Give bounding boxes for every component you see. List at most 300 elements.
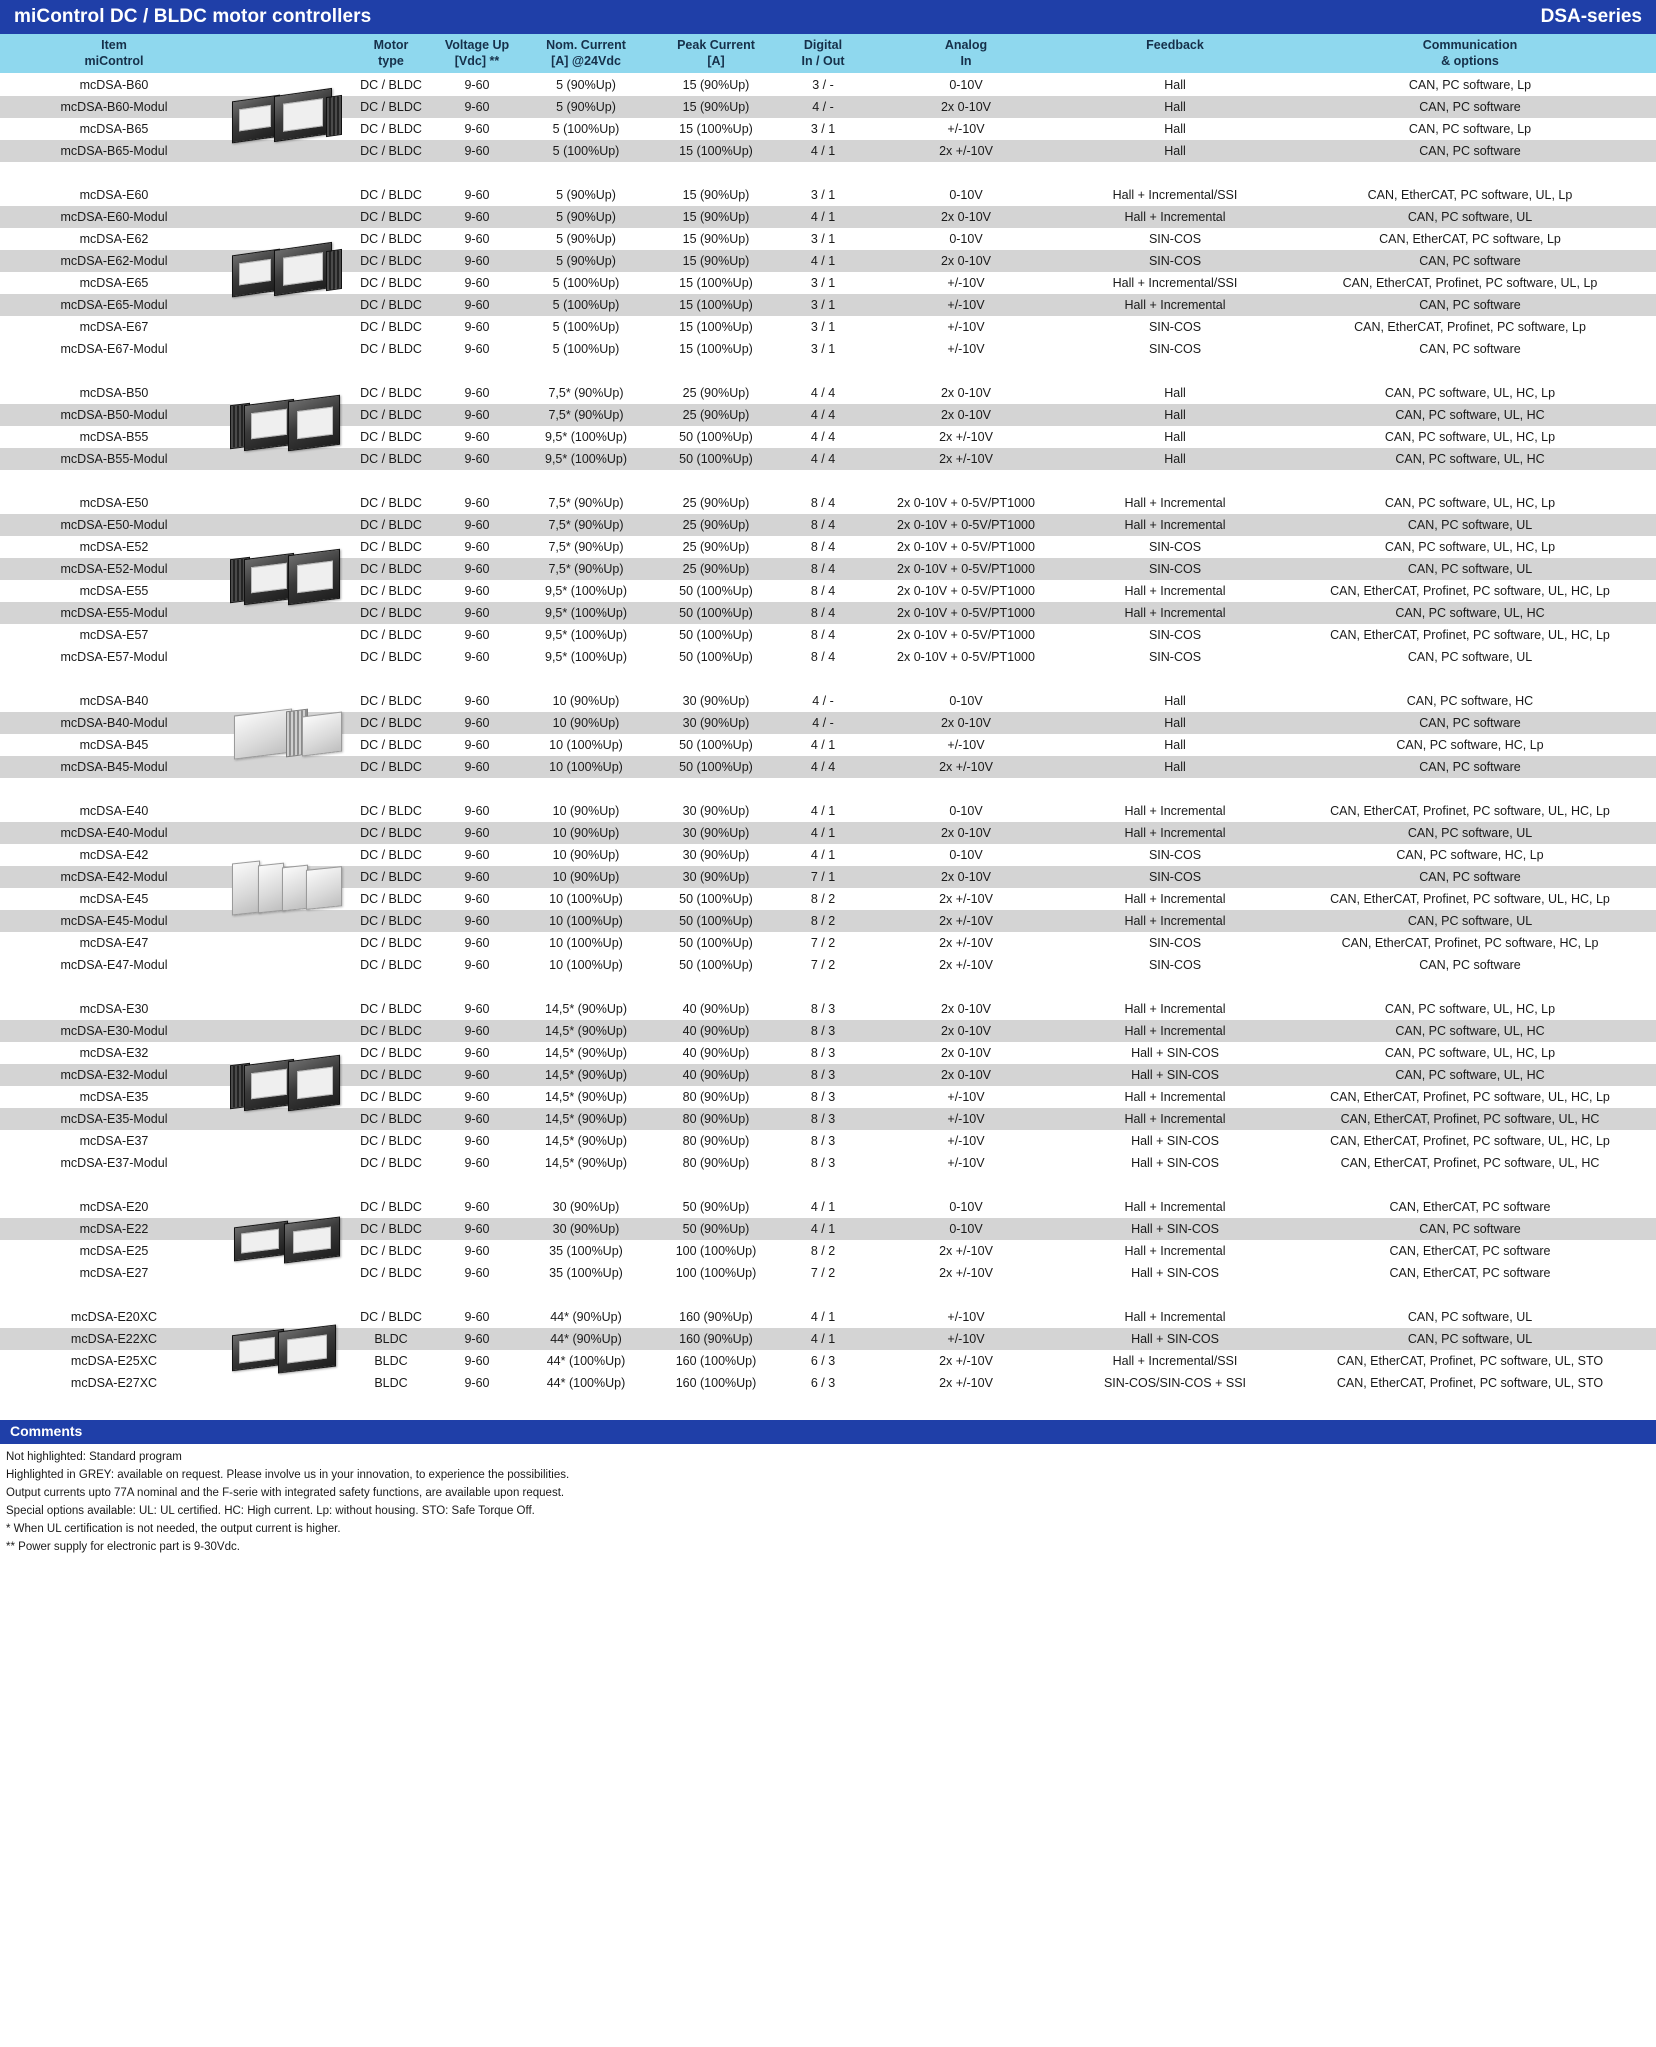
cell-product-image xyxy=(228,910,348,932)
table-row[interactable] xyxy=(0,338,1656,360)
cell-product-image xyxy=(228,1108,348,1130)
table-row[interactable] xyxy=(0,1152,1656,1174)
group-separator xyxy=(0,360,1656,382)
cell-communication: CAN, PC software, UL xyxy=(1407,518,1533,533)
table-row[interactable] xyxy=(0,954,1656,976)
cell-communication: CAN, EtherCAT, Profinet, PC software, UL, STO xyxy=(1336,1376,1604,1391)
table-row[interactable] xyxy=(0,1262,1656,1284)
cell-motor-type: DC / BLDC xyxy=(360,1068,422,1083)
cell-motor-type: DC / BLDC xyxy=(360,100,422,115)
cell-peak-current: 25 (90%Up) xyxy=(682,386,750,401)
table-row[interactable] xyxy=(0,580,1656,602)
cell-peak-current: 15 (100%Up) xyxy=(679,144,753,159)
cell-digital-io: 3 / 1 xyxy=(810,342,836,357)
product-group-b40 xyxy=(0,690,1656,778)
group-separator xyxy=(0,1394,1656,1416)
cell-item-name: mcDSA-E30 xyxy=(79,1002,149,1017)
cell-motor-type: DC / BLDC xyxy=(360,1024,422,1039)
cell-digital-io: 3 / 1 xyxy=(810,188,836,203)
cell-nominal-current: 9,5* (100%Up) xyxy=(545,606,627,621)
cell-nominal-current: 5 (90%Up) xyxy=(556,254,616,269)
cell-analog-in: 0-10V xyxy=(949,232,983,247)
cell-communication: CAN, PC software, UL, HC, Lp xyxy=(1384,496,1556,511)
cell-communication: CAN, PC software, Lp xyxy=(1408,78,1532,93)
cell-motor-type: DC / BLDC xyxy=(360,1156,422,1171)
cell-analog-in: 2x 0-10V xyxy=(940,1002,992,1017)
cell-feedback: Hall xyxy=(1164,738,1186,753)
cell-analog-in: +/-10V xyxy=(947,1134,985,1149)
cell-motor-type: DC / BLDC xyxy=(360,914,422,929)
cell-digital-io: 3 / 1 xyxy=(810,232,836,247)
cell-motor-type: DC / BLDC xyxy=(360,628,422,643)
cell-nominal-current: 35 (100%Up) xyxy=(549,1244,623,1259)
cell-nominal-current: 10 (100%Up) xyxy=(549,958,623,973)
cell-feedback: SIN-COS xyxy=(1148,342,1202,357)
cell-nominal-current: 14,5* (90%Up) xyxy=(545,1002,627,1017)
cell-digital-io: 3 / 1 xyxy=(810,276,836,291)
cell-item-name: mcDSA-E37-Modul xyxy=(60,1156,168,1171)
cell-peak-current: 50 (90%Up) xyxy=(682,1200,750,1215)
table-row[interactable] xyxy=(0,624,1656,646)
cell-peak-current: 50 (100%Up) xyxy=(679,760,753,775)
cell-item-name: mcDSA-E67 xyxy=(79,320,149,335)
cell-item-name: mcDSA-E40-Modul xyxy=(60,826,168,841)
cell-feedback: Hall + Incremental xyxy=(1124,914,1226,929)
cell-voltage: 9-60 xyxy=(464,342,490,357)
cell-communication: CAN, EtherCAT, Profinet, PC software, UL, Lp xyxy=(1342,276,1598,291)
table-row[interactable] xyxy=(0,756,1656,778)
cell-product-image xyxy=(228,404,348,426)
table-row[interactable] xyxy=(0,822,1656,844)
cell-analog-in: 2x 0-10V + 0-5V/PT1000 xyxy=(897,650,1035,665)
cell-voltage: 9-60 xyxy=(464,562,490,577)
cell-digital-io: 8 / 4 xyxy=(810,518,836,533)
table-row[interactable] xyxy=(0,206,1656,228)
table-row[interactable] xyxy=(0,316,1656,338)
cell-motor-type: DC / BLDC xyxy=(360,936,422,951)
cell-product-image xyxy=(228,1086,348,1108)
cell-communication: CAN, PC software, UL xyxy=(1407,1310,1533,1325)
table-row[interactable] xyxy=(0,1328,1656,1350)
cell-communication: CAN, PC software, UL xyxy=(1407,1332,1533,1347)
cell-product-image xyxy=(228,1240,348,1262)
cell-peak-current: 160 (100%Up) xyxy=(675,1354,757,1369)
cell-nominal-current: 5 (100%Up) xyxy=(552,144,620,159)
cell-product-image xyxy=(228,140,348,162)
cell-communication: CAN, EtherCAT, PC software xyxy=(1389,1200,1551,1215)
table-row[interactable] xyxy=(0,800,1656,822)
table-row[interactable] xyxy=(0,118,1656,140)
cell-item-name: mcDSA-E35-Modul xyxy=(60,1112,168,1127)
cell-peak-current: 50 (100%Up) xyxy=(679,738,753,753)
cell-peak-current: 40 (90%Up) xyxy=(682,1002,750,1017)
cell-item-name: mcDSA-E65 xyxy=(79,276,149,291)
group-separator xyxy=(0,1174,1656,1196)
cell-voltage: 9-60 xyxy=(464,254,490,269)
cell-motor-type: BLDC xyxy=(374,1376,408,1391)
cell-feedback: Hall xyxy=(1164,452,1186,467)
product-group-e20 xyxy=(0,1196,1656,1284)
cell-item-name: mcDSA-E35 xyxy=(79,1090,149,1105)
cell-item-name: mcDSA-E55-Modul xyxy=(60,606,168,621)
cell-product-image xyxy=(228,954,348,976)
cell-voltage: 9-60 xyxy=(464,276,490,291)
table-row[interactable] xyxy=(0,272,1656,294)
cell-nominal-current: 9,5* (100%Up) xyxy=(545,430,627,445)
cell-analog-in: 0-10V xyxy=(949,804,983,819)
cell-feedback: Hall + Incremental xyxy=(1124,1200,1226,1215)
cell-item-name: mcDSA-B45-Modul xyxy=(60,760,168,775)
table-row[interactable] xyxy=(0,712,1656,734)
cell-voltage: 9-60 xyxy=(464,1266,490,1281)
cell-motor-type: DC / BLDC xyxy=(360,826,422,841)
cell-feedback: Hall + Incremental xyxy=(1124,606,1226,621)
cell-communication: CAN, PC software, UL, HC xyxy=(1395,1068,1545,1083)
cell-voltage: 9-60 xyxy=(464,408,490,423)
cell-communication: CAN, EtherCAT, Profinet, PC software, UL, HC, Lp xyxy=(1330,892,1610,907)
cell-analog-in: 2x 0-10V + 0-5V/PT1000 xyxy=(897,584,1035,599)
cell-digital-io: 4 / 4 xyxy=(810,452,836,467)
cell-feedback: Hall + Incremental xyxy=(1124,298,1226,313)
cell-analog-in: +/-10V xyxy=(947,276,985,291)
cell-item-name: mcDSA-E45-Modul xyxy=(60,914,168,929)
cell-product-image xyxy=(228,1196,348,1218)
cell-feedback: SIN-COS xyxy=(1148,628,1202,643)
cell-communication: CAN, PC software, UL xyxy=(1407,562,1533,577)
cell-motor-type: DC / BLDC xyxy=(360,254,422,269)
cell-communication: CAN, PC software xyxy=(1419,870,1521,885)
table-row[interactable] xyxy=(0,602,1656,624)
cell-nominal-current: 10 (90%Up) xyxy=(552,694,620,709)
cell-peak-current: 50 (100%Up) xyxy=(679,584,753,599)
cell-feedback: Hall + Incremental/SSI xyxy=(1112,276,1238,291)
cell-feedback: Hall + Incremental/SSI xyxy=(1112,1354,1238,1369)
cell-digital-io: 8 / 4 xyxy=(810,496,836,511)
cell-feedback: Hall xyxy=(1164,144,1186,159)
cell-motor-type: DC / BLDC xyxy=(360,78,422,93)
cell-digital-io: 8 / 3 xyxy=(810,1112,836,1127)
table-row[interactable] xyxy=(0,536,1656,558)
cell-analog-in: 2x +/-10V xyxy=(939,958,993,973)
cell-feedback: SIN-COS/SIN-COS + SSI xyxy=(1103,1376,1247,1391)
cell-item-name: mcDSA-B50-Modul xyxy=(60,408,168,423)
cell-product-image xyxy=(228,96,348,118)
cell-peak-current: 50 (100%Up) xyxy=(679,452,753,467)
cell-peak-current: 15 (100%Up) xyxy=(679,122,753,137)
cell-communication: CAN, PC software, UL xyxy=(1407,650,1533,665)
table-row[interactable] xyxy=(0,74,1656,96)
cell-product-image xyxy=(228,1350,348,1372)
cell-digital-io: 7 / 1 xyxy=(810,870,836,885)
table-row[interactable] xyxy=(0,910,1656,932)
cell-nominal-current: 44* (100%Up) xyxy=(546,1354,626,1369)
cell-voltage: 9-60 xyxy=(464,1310,490,1325)
cell-item-name: mcDSA-E27 xyxy=(79,1266,149,1281)
cell-digital-io: 3 / 1 xyxy=(810,320,836,335)
cell-item-name: mcDSA-E57-Modul xyxy=(60,650,168,665)
cell-motor-type: DC / BLDC xyxy=(360,122,422,137)
cell-voltage: 9-60 xyxy=(464,100,490,115)
cell-analog-in: +/-10V xyxy=(947,320,985,335)
cell-voltage: 9-60 xyxy=(464,1090,490,1105)
cell-nominal-current: 14,5* (90%Up) xyxy=(545,1112,627,1127)
table-row[interactable] xyxy=(0,690,1656,712)
cell-voltage: 9-60 xyxy=(464,958,490,973)
cell-digital-io: 4 / 1 xyxy=(810,254,836,269)
cell-digital-io: 4 / 4 xyxy=(810,760,836,775)
cell-digital-io: 4 / - xyxy=(812,694,834,709)
cell-item-name: mcDSA-B65-Modul xyxy=(60,144,168,159)
cell-peak-current: 40 (90%Up) xyxy=(682,1024,750,1039)
cell-nominal-current: 14,5* (90%Up) xyxy=(545,1068,627,1083)
product-table-body xyxy=(0,74,1656,1416)
cell-product-image xyxy=(228,514,348,536)
cell-nominal-current: 14,5* (90%Up) xyxy=(545,1156,627,1171)
table-row[interactable] xyxy=(0,184,1656,206)
table-row[interactable] xyxy=(0,734,1656,756)
cell-peak-current: 40 (90%Up) xyxy=(682,1046,750,1061)
comment-line: * When UL certification is not needed, the output current is higher. xyxy=(6,1523,341,1536)
table-row[interactable] xyxy=(0,96,1656,118)
cell-analog-in: 2x 0-10V xyxy=(940,210,992,225)
cell-nominal-current: 10 (100%Up) xyxy=(549,914,623,929)
cell-communication: CAN, PC software, UL, HC xyxy=(1395,408,1545,423)
cell-voltage: 9-60 xyxy=(464,452,490,467)
cell-voltage: 9-60 xyxy=(464,1046,490,1061)
table-row[interactable] xyxy=(0,888,1656,910)
table-row[interactable] xyxy=(0,866,1656,888)
cell-motor-type: DC / BLDC xyxy=(360,1112,422,1127)
table-row[interactable] xyxy=(0,382,1656,404)
cell-item-name: mcDSA-B65 xyxy=(79,122,149,137)
cell-product-image xyxy=(228,1020,348,1042)
cell-feedback: Hall + Incremental xyxy=(1124,210,1226,225)
cell-feedback: Hall xyxy=(1164,78,1186,93)
cell-voltage: 9-60 xyxy=(464,584,490,599)
cell-peak-current: 160 (90%Up) xyxy=(679,1310,753,1325)
cell-peak-current: 50 (100%Up) xyxy=(679,430,753,445)
table-row[interactable] xyxy=(0,844,1656,866)
column-header-motor-type: Motor type xyxy=(373,38,409,68)
cell-feedback: SIN-COS xyxy=(1148,958,1202,973)
cell-analog-in: +/-10V xyxy=(947,1332,985,1347)
cell-product-image xyxy=(228,338,348,360)
cell-digital-io: 3 / 1 xyxy=(810,122,836,137)
table-row[interactable] xyxy=(0,140,1656,162)
cell-voltage: 9-60 xyxy=(464,1354,490,1369)
group-separator xyxy=(0,1284,1656,1306)
cell-product-image xyxy=(228,1218,348,1240)
cell-product-image xyxy=(228,712,348,734)
cell-nominal-current: 10 (90%Up) xyxy=(552,804,620,819)
cell-nominal-current: 10 (90%Up) xyxy=(552,870,620,885)
cell-item-name: mcDSA-E32 xyxy=(79,1046,149,1061)
table-row[interactable] xyxy=(0,558,1656,580)
table-row[interactable] xyxy=(0,448,1656,470)
comments-list xyxy=(0,1444,1656,1553)
table-row[interactable] xyxy=(0,1108,1656,1130)
cell-motor-type: DC / BLDC xyxy=(360,804,422,819)
cell-motor-type: DC / BLDC xyxy=(360,1200,422,1215)
cell-feedback: Hall + SIN-COS xyxy=(1131,1266,1219,1281)
cell-digital-io: 4 / 4 xyxy=(810,430,836,445)
cell-peak-current: 30 (90%Up) xyxy=(682,870,750,885)
cell-analog-in: 0-10V xyxy=(949,1200,983,1215)
cell-communication: CAN, EtherCAT, Profinet, PC software, Lp xyxy=(1354,320,1586,335)
cell-item-name: mcDSA-E62 xyxy=(79,232,149,247)
cell-nominal-current: 9,5* (100%Up) xyxy=(545,452,627,467)
cell-motor-type: DC / BLDC xyxy=(360,518,422,533)
table-row[interactable] xyxy=(0,932,1656,954)
cell-motor-type: DC / BLDC xyxy=(360,650,422,665)
cell-peak-current: 100 (100%Up) xyxy=(675,1266,757,1281)
table-row[interactable] xyxy=(0,1020,1656,1042)
cell-product-image xyxy=(228,448,348,470)
cell-peak-current: 15 (90%Up) xyxy=(682,188,750,203)
cell-communication: CAN, PC software xyxy=(1419,144,1521,159)
cell-product-image xyxy=(228,646,348,668)
cell-product-image xyxy=(228,294,348,316)
cell-voltage: 9-60 xyxy=(464,738,490,753)
column-header-nominal-current: Nom. Current [A] @24Vdc xyxy=(546,38,626,68)
cell-nominal-current: 10 (100%Up) xyxy=(549,936,623,951)
cell-motor-type: DC / BLDC xyxy=(360,738,422,753)
cell-analog-in: 0-10V xyxy=(949,848,983,863)
cell-digital-io: 7 / 2 xyxy=(810,958,836,973)
cell-digital-io: 8 / 4 xyxy=(810,584,836,599)
cell-motor-type: DC / BLDC xyxy=(360,320,422,335)
cell-analog-in: 2x 0-10V xyxy=(940,386,992,401)
cell-communication: CAN, PC software, UL xyxy=(1407,914,1533,929)
cell-communication: CAN, PC software xyxy=(1419,716,1521,731)
table-row[interactable] xyxy=(0,1306,1656,1328)
cell-voltage: 9-60 xyxy=(464,760,490,775)
cell-item-name: mcDSA-B45 xyxy=(79,738,149,753)
cell-peak-current: 50 (100%Up) xyxy=(679,958,753,973)
cell-feedback: Hall xyxy=(1164,408,1186,423)
cell-communication: CAN, PC software xyxy=(1419,958,1521,973)
table-row[interactable] xyxy=(0,250,1656,272)
cell-motor-type: DC / BLDC xyxy=(360,188,422,203)
product-group-b50 xyxy=(0,382,1656,470)
cell-item-name: mcDSA-E62-Modul xyxy=(60,254,168,269)
cell-digital-io: 3 / 1 xyxy=(810,298,836,313)
cell-item-name: mcDSA-E67-Modul xyxy=(60,342,168,357)
cell-motor-type: BLDC xyxy=(374,1332,408,1347)
cell-item-name: mcDSA-E32-Modul xyxy=(60,1068,168,1083)
cell-feedback: Hall + Incremental xyxy=(1124,496,1226,511)
cell-item-name: mcDSA-E37 xyxy=(79,1134,149,1149)
table-row[interactable] xyxy=(0,998,1656,1020)
table-row[interactable] xyxy=(0,294,1656,316)
cell-peak-current: 80 (90%Up) xyxy=(682,1112,750,1127)
cell-digital-io: 6 / 3 xyxy=(810,1354,836,1369)
product-group-e20xc xyxy=(0,1306,1656,1394)
table-row[interactable] xyxy=(0,646,1656,668)
cell-voltage: 9-60 xyxy=(464,232,490,247)
cell-communication: CAN, PC software xyxy=(1419,342,1521,357)
cell-item-name: mcDSA-B60-Modul xyxy=(60,100,168,115)
column-header-item: Item miControl xyxy=(84,38,144,68)
cell-analog-in: 2x +/-10V xyxy=(939,1266,993,1281)
cell-nominal-current: 5 (100%Up) xyxy=(552,342,620,357)
cell-nominal-current: 30 (90%Up) xyxy=(552,1200,620,1215)
cell-analog-in: 2x 0-10V xyxy=(940,716,992,731)
table-row[interactable] xyxy=(0,1218,1656,1240)
table-row[interactable] xyxy=(0,404,1656,426)
cell-feedback: Hall + SIN-COS xyxy=(1131,1134,1219,1149)
comment-line: Special options available: UL: UL certified. HC: High current. Lp: without housing. STO: Safe Torque Off. xyxy=(6,1505,535,1518)
table-row[interactable] xyxy=(0,1240,1656,1262)
cell-digital-io: 8 / 4 xyxy=(810,628,836,643)
table-row[interactable] xyxy=(0,1086,1656,1108)
cell-nominal-current: 10 (90%Up) xyxy=(552,716,620,731)
cell-motor-type: DC / BLDC xyxy=(360,1046,422,1061)
cell-nominal-current: 7,5* (90%Up) xyxy=(548,408,624,423)
product-group-e40 xyxy=(0,800,1656,976)
cell-digital-io: 8 / 3 xyxy=(810,1090,836,1105)
cell-product-image xyxy=(228,602,348,624)
cell-item-name: mcDSA-E47 xyxy=(79,936,149,951)
cell-analog-in: 2x 0-10V + 0-5V/PT1000 xyxy=(897,518,1035,533)
comment-line: Output currents upto 77A nominal and the F-serie with integrated safety functions, are available upon request. xyxy=(6,1487,565,1500)
table-row[interactable] xyxy=(0,1042,1656,1064)
cell-voltage: 9-60 xyxy=(464,188,490,203)
group-separator xyxy=(0,778,1656,800)
table-row[interactable] xyxy=(0,492,1656,514)
cell-product-image xyxy=(228,734,348,756)
cell-item-name: mcDSA-E42 xyxy=(79,848,149,863)
column-header-peak-current: Peak Current [A] xyxy=(677,38,755,68)
cell-motor-type: DC / BLDC xyxy=(360,584,422,599)
cell-analog-in: 2x 0-10V xyxy=(940,100,992,115)
cell-feedback: Hall + SIN-COS xyxy=(1131,1156,1219,1171)
table-row[interactable] xyxy=(0,1130,1656,1152)
table-row[interactable] xyxy=(0,1196,1656,1218)
cell-item-name: mcDSA-B40 xyxy=(79,694,149,709)
cell-feedback: SIN-COS xyxy=(1148,870,1202,885)
cell-analog-in: +/-10V xyxy=(947,738,985,753)
cell-communication: CAN, EtherCAT, Profinet, PC software, UL, HC xyxy=(1340,1112,1600,1127)
cell-product-image xyxy=(228,1130,348,1152)
cell-analog-in: 2x +/-10V xyxy=(939,914,993,929)
table-row[interactable] xyxy=(0,1064,1656,1086)
cell-motor-type: DC / BLDC xyxy=(360,1222,422,1237)
cell-nominal-current: 9,5* (100%Up) xyxy=(545,584,627,599)
cell-peak-current: 30 (90%Up) xyxy=(682,826,750,841)
cell-voltage: 9-60 xyxy=(464,210,490,225)
cell-peak-current: 160 (90%Up) xyxy=(679,1332,753,1347)
cell-communication: CAN, EtherCAT, Profinet, PC software, UL, HC, Lp xyxy=(1330,628,1610,643)
product-group-e60 xyxy=(0,184,1656,360)
cell-motor-type: DC / BLDC xyxy=(360,386,422,401)
cell-peak-current: 15 (100%Up) xyxy=(679,320,753,335)
cell-product-image xyxy=(228,316,348,338)
cell-item-name: mcDSA-E52 xyxy=(79,540,149,555)
cell-nominal-current: 10 (100%Up) xyxy=(549,760,623,775)
cell-product-image xyxy=(228,998,348,1020)
cell-voltage: 9-60 xyxy=(464,1200,490,1215)
table-row[interactable] xyxy=(0,426,1656,448)
table-row[interactable] xyxy=(0,514,1656,536)
cell-feedback: Hall xyxy=(1164,100,1186,115)
table-row[interactable] xyxy=(0,1350,1656,1372)
table-row[interactable] xyxy=(0,1372,1656,1394)
table-row[interactable] xyxy=(0,228,1656,250)
cell-feedback: Hall + Incremental xyxy=(1124,584,1226,599)
cell-digital-io: 4 / - xyxy=(812,100,834,115)
cell-product-image xyxy=(228,536,348,558)
